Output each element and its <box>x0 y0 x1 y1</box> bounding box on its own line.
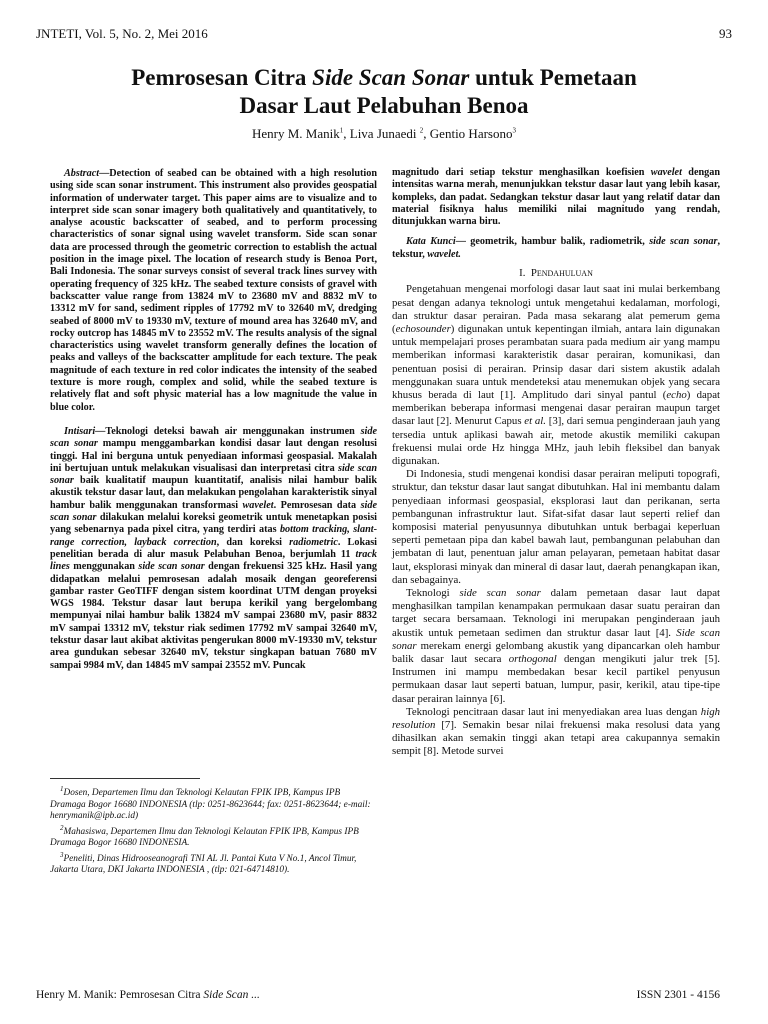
dash: — <box>95 425 106 437</box>
author-sup: 2 <box>419 126 424 135</box>
text: . Lokasi penelitian berada di alur masuk Pelabuhan Benoa, berjumlah 11 <box>50 536 377 560</box>
author-2: , Liva Junaedi <box>343 126 420 141</box>
authors <box>0 126 768 142</box>
italic: echo <box>666 389 687 401</box>
text: geometrik, hambur balik, radiometrik, <box>465 236 650 248</box>
footer-left <box>36 989 260 1001</box>
paragraph-4 <box>392 706 720 759</box>
section-number: I. <box>519 267 526 280</box>
text: ) dapat memberikan beberapa informasi mengenai dasar perairan maupun target dasar laut [2]. Menurut Capus <box>392 389 720 428</box>
text: dengan mengikuti jalur trek [5]. Instrumen ini mampu membedakan besar kecil partikel penyusun permukaan dasar laut seperti batuan, lumpur, pasir, kerikil, atau tipe-tipe dasar perairan lainnya [6]. <box>392 653 720 705</box>
text: merekam energi gelombang akustik yang dipancarkan oleh hambur balik dasar laut secara <box>392 639 720 666</box>
italic: echosounder <box>395 322 451 335</box>
keywords <box>392 236 720 261</box>
italic: side scan sonar <box>138 561 205 573</box>
italic: track lines <box>50 548 377 573</box>
running-footer <box>36 989 720 1001</box>
text: magnitudo dari setiap tekstur menghasilkan koefisien <box>392 167 651 178</box>
running-header <box>36 26 732 42</box>
text: , tekstur, <box>392 236 720 260</box>
text: Teknologi deteksi bawah air menggunakan instrumen <box>105 425 361 437</box>
intisari-continued <box>392 167 720 228</box>
author-1: Henry M. Manik <box>252 126 340 141</box>
italic: side scan sonar <box>50 499 378 524</box>
text: menggunakan <box>69 561 139 573</box>
fn-text: Mahasiswa, Departemen Ilmu dan Teknologi Kelautan FPIK IPB, Kampus IPB Dramaga Bogor 16680 INDONESIA. <box>50 826 359 849</box>
fn-text: Dosen, Departemen Ilmu dan Teknologi Kelautan FPIK IPB, Kampus IPB Dramaga Bogor 16680 INDONESIA (tlp: 0251-8623644; fax: 0251-8623644; e-mail: henrymanik@ipb.ac.id) <box>50 788 371 822</box>
footnote-rule <box>50 778 200 779</box>
intisari-label: Intisari <box>64 425 96 437</box>
page-number: 93 <box>719 26 732 41</box>
fn-num: 2 <box>60 823 64 832</box>
text: mampu menggambarkan kondisi dasar laut dengan resolusi tinggi. Hal ini berguna untuk penyediaan informasi geospasial. Makalah ini bertujuan untuk melakukan visualisasi dan interpretasi citra <box>50 438 377 474</box>
section-heading <box>392 267 720 279</box>
italic: orthogonal <box>508 653 557 666</box>
abstract-label: Abstract <box>64 168 100 179</box>
paragraph-1 <box>392 283 720 468</box>
title-part: untuk Pemetaan <box>469 65 637 90</box>
italic: Side Scan ... <box>203 989 260 1001</box>
left-column <box>50 168 377 672</box>
text: dengan intensitas warna merah, menunjukkan tekstur dasar laut yang lebih kasar, kompleks, dan padat. Sedangkan tekstur dasar laut yang relatif datar dan material fisiknya halus memiliki nilai magnitudo yang rendah, ditunjukkan warna biru. <box>392 167 720 228</box>
section-title: Pendahuluan <box>530 267 593 280</box>
italic: wavelet <box>242 499 274 511</box>
fn-text: Peneliti, Dinas Hidrooseanografi TNI AL Jl. Pantai Kuta V No.1, Ancol Timur, Jakarta Utara, DKI Jakarta INDONESIA , (tlp: 021-64714810). <box>50 853 357 876</box>
dash: — <box>455 236 466 248</box>
paragraph-3 <box>392 587 720 706</box>
issn: ISSN 2301 - 4156 <box>636 989 720 1001</box>
italic: side scan sonar <box>649 236 718 248</box>
italic: radiometric <box>289 536 338 548</box>
abstract <box>50 168 377 414</box>
paragraph-2: Di Indonesia, studi mengenai kondisi dasar perairan meliputi topografi, struktur, dan tekstur dasar laut sangat dibutuhkan. Hal ini membantu dalam penyediaan informasi geospasial, eksplorasi laut dan perikanan, serta pembangunan infrastruktur laut. Sifat-sifat dasar laut seperti relief dan komposisi material penyusunnya dibutuhkan untuk berbagai keperluan seperti pemetaan pipa dan kabel bawah laut, pembangunan pelabuhan dan jembatan di laut, penentuan jalur aman pelayaran, pemetaan habitat dasar laut, eksplorasi minyak dan mineral di dasar laut, daerah penangkapan ikan, dan sebagainya. <box>392 468 720 586</box>
title-italic: Side Scan Sonar <box>312 65 470 90</box>
italic: bottom tracking, slant-range correction, layback correction <box>50 524 377 548</box>
footnote-3 <box>50 850 377 877</box>
italic: Side scan sonar <box>392 626 720 652</box>
italic: side scan sonar <box>50 425 377 450</box>
title-part: Pemrosesan Citra <box>131 65 313 90</box>
keywords-label: Kata Kunci <box>406 236 456 248</box>
text: ) digunakan untuk kepentingan ilmiah, antara lain digunakan untuk mempelajari proses perambatan suara pada medium air yang mampu memberikan informasi karakteristik dasar perairan, komunikasi, dan penentuan posisi di perairan. Prinsip dasar dari sistem akustik adalah menggunakan suara untuk mendeteksi atau menemukan objek yang secara khusus berada di laut [1]. Amplitudo dari sinyal pantul ( <box>392 322 720 401</box>
abstract-text: Detection of seabed can be obtained with a high resolution using side scan sonar instrument. This instrument also provides geospatial information of underwater target. This paper aims are to visualize and to interpret side scan sonar imagery both qualitatively and quantitatively, to analyse acoustic backscatter of seabed, and to perform processing characteristics of sonar signal using wavelet transform. Side scan sonar data are processed through the geometric correction to establish the actual position in the image pixel. The location of research study is Benoa Port, Bali Indonesia. The sonar surveys consist of several track lines survey with operating frequency of 325 kHz. The seabed texture consists of gravel with backscatter value range from 13824 mV to 23680 mV and 8832 mV to 13312 mV for sand, sediment ripples of 17792 mV to 32640 mV, dredging seabed of 8000 mV to 19330 mV, texture of mound area has 32640 mV, and rocky outcrop has 14845 mV to 23552 mV. The results analysis of the signal characteristics using wavelet transform generally defines the location of peaks and valleys of the backscatter amplitude for each texture. The peak magnitude of each texture in red color indicates the intensity of the seabed texture is more rough, complex and solid, while the seabed texture is relatively flat and soft physic material has a low magnitude the value in blue color. <box>50 168 377 413</box>
dash: — <box>99 168 110 179</box>
text: dengan frekuensi 325 kHz. Hasil yang didapatkan melalui pemrosesan adalah mosaik dengan georeferensi gambar raster GeoTIFF dengan sistem koordinat UTM dengan proyeksi WGS 1984. Tekstur dasar laut berupa kerikil yang bergelombang mempunyai nilai hambur balik 13824 mV sampai 23680 mV, pasir 8832 mV sampai 13312 mV, tekstur riak sedimen 17792 mV sampai 32640 mV, tekstur dasar laut akibat aktivitas pengerukan 8000 mV-19330 mV, tekstur area gundukan sebesar 32640 mV, tekstur singkapan batuan 7680 mV sampai 9984 mV, dan 14845 mV sampai 23552 mV. Puncak <box>50 561 377 671</box>
text: , dan koreksi <box>216 536 290 548</box>
fn-num: 1 <box>60 785 64 793</box>
italic: et al. <box>524 415 546 428</box>
text: Pengetahuan mengenai morfologi dasar laut saat ini mulai berkembang pesat dengan adanya teknologi untuk mengetahui kedalaman, morfologi, dan struktur dasar perairan. Pada masa sekarang alat pemerum gema ( <box>392 283 720 335</box>
footnote-2 <box>50 823 377 850</box>
text: Teknologi <box>406 587 460 600</box>
text: Henry M. Manik: Pemrosesan Citra <box>36 989 204 1001</box>
italic: side scan sonar <box>50 462 378 487</box>
author-sup: 1 <box>339 126 344 135</box>
text: Teknologi pencitraan dasar laut ini menyediakan area luas dengan <box>406 705 701 718</box>
author-sup: 3 <box>512 126 516 135</box>
text: dilakukan melalui koreksi geometrik untuk menetapkan posisi yang sebenarnya pada pixel citra, yang terdiri atas <box>50 512 377 536</box>
text: baik kualitatif maupun kuantitatif, analisis nilai hambur balik akustik tekstur dasar laut, dan melakukan pengolahan karakteristik sinyal hambur balik menggunakan transformasi <box>50 475 377 511</box>
paper-title <box>30 64 738 120</box>
italic: wavelet <box>650 167 682 178</box>
journal-info: JNTETI, Vol. 5, No. 2, Mei 2016 <box>36 26 208 41</box>
text: dalam pemetaan dasar laut dapat menghasilkan tampilan kenampakan permukaan dasar suatu perairan dan target secara bersamaan. Teknologi ini merupakan penginderaan jauh akustik untuk pemetaan sedimen dan struktur dasar laut [4]. <box>392 587 720 639</box>
fn-num: 3 <box>60 850 64 859</box>
footnotes <box>50 784 377 877</box>
author-3: , Gentio Harsono <box>423 126 513 141</box>
title-line2: Dasar Laut Pelabuhan Benoa <box>239 93 529 118</box>
text: [3], dari semua penginderaan jauh yang tersedia untuk aplikasi bawah air, metode akustik memiliki cakupan frekuensi mulai orde Hz hingga MHz, jauh lebih fleksibel dan banyak digunakan. <box>392 415 720 468</box>
text: [7]. Semakin besar nilai frekuensi maka resolusi data yang dihasilkan akan semakin tinggi akan tetapi area cakupannya semakin sempit [8]. Metode survei <box>392 719 720 758</box>
right-column <box>392 167 720 759</box>
text: . Pemrosesan data <box>273 499 361 511</box>
italic: high resolution <box>392 705 720 732</box>
intisari <box>50 426 377 672</box>
italic: wavelet. <box>427 248 461 260</box>
footnote-1 <box>50 784 377 823</box>
italic: side scan sonar <box>459 587 541 600</box>
